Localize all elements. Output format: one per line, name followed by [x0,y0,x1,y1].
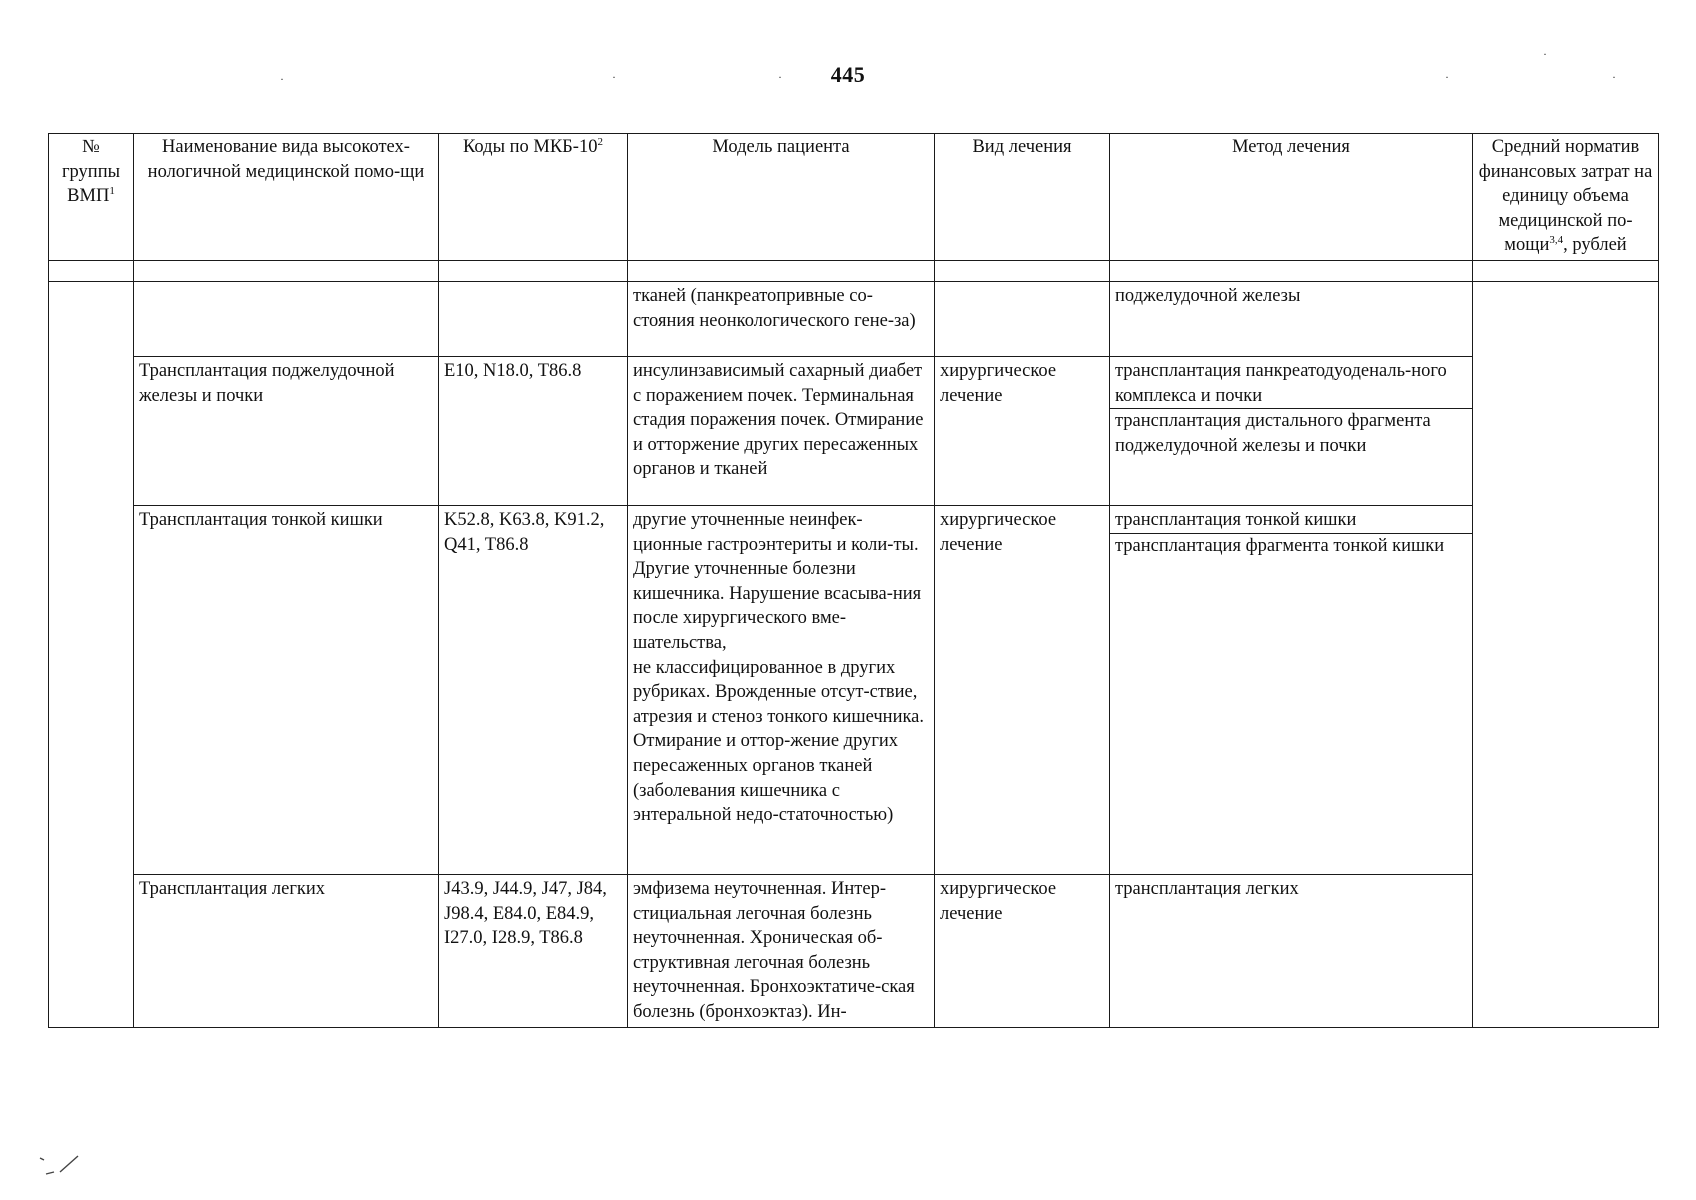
name-cell: Трансплантация легких [134,874,439,1027]
header-treatment-type: Вид лечения [935,134,1110,261]
model-text: другие уточненные неинфек-ционные гастроэнтериты и коли-ты. Другие уточненные болезни кишечника. Нарушение всасыва-ния после хирургического вме-шательства, [633,509,922,653]
method-item: трансплантация дистального фрагмента поджелудочной железы и почки [1110,408,1472,458]
header-method: Метод лечения [1110,134,1473,261]
model-text: не классифицированное в других рубриках. Врожденные отсут-ствие, атрезия и стеноз тонкого кишечника. Отмирание и оттор-жение других пересаженных органов тканей (заболевания кишечника с энтеральной недо-статочностью) [633,657,925,826]
header-spacer-row [49,260,1659,281]
table-row [49,356,1659,505]
pen-mark-icon [38,1150,88,1180]
page-number: 445 [830,62,866,87]
header-model: Модель пациента [628,134,935,261]
scan-dot: · [612,70,616,84]
treatment-type-cell [935,281,1110,356]
name-cell: Трансплантация поджелудочной железы и почки [134,356,439,505]
table-row [49,281,1659,356]
model-cell [628,505,935,874]
scan-dot: · [778,70,782,84]
table-row [49,874,1659,1027]
model-cell: инсулинзависимый сахарный диабет с поражением почек. Терминальная стадия поражения почек. Отмирание и отторжение других пересаженных органов и тканей [628,356,935,505]
header-group: № группы ВМП$^1$ [49,134,134,261]
method-item: трансплантация панкреатодуоденаль-ного комплекса и почки [1115,360,1447,406]
codes-cell: K52.8, K63.8, K91.2, Q41, T86.8 [439,505,628,874]
scan-dot: · [1543,47,1547,61]
method-item: трансплантация тонкой кишки [1115,509,1357,530]
treatment-type-cell: хирургическое лечение [935,356,1110,505]
codes-cell: E10, N18.0, T86.8 [439,356,628,505]
method-cell [1110,874,1473,1027]
scan-dot: · [1612,70,1616,84]
vmp-table [48,133,1659,1028]
name-cell: Трансплантация тонкой кишки [134,505,439,874]
method-cell [1110,505,1473,874]
model-cell: тканей (панкреатопривные со-стояния неонкологического гене-за) [628,281,935,356]
scan-dot: · [1445,70,1449,84]
codes-cell: J43.9, J44.9, J47, J84, J98.4, E84.0, E84.9, I27.0, I28.9, T86.8 [439,874,628,1027]
treatment-type-cell: хирургическое лечение [935,505,1110,874]
header-row [49,134,1659,261]
treatment-type-cell: хирургическое лечение [935,874,1110,1027]
model-cell: эмфизема неуточненная. Интер-стициальная легочная болезнь неуточненная. Хроническая об-структивная легочная болезнь неуточненная. Бронхоэктатиче-ская болезнь (бронхоэктаз). Ин- [628,874,935,1027]
header-name: Наименование вида высокотех-нологичной медицинской помо-щи [134,134,439,261]
method-item: трансплантация легких [1115,878,1299,899]
method-cell [1110,356,1473,505]
header-codes: Коды по МКБ-$10^2$ [439,134,628,261]
codes-cell [439,281,628,356]
method-item: трансплантация фрагмента тонкой кишки [1110,533,1472,559]
table-row [49,505,1659,874]
name-cell [134,281,439,356]
group-cell [49,281,134,1027]
method-item: поджелудочной железы [1115,285,1301,306]
scan-dot: · [280,72,284,86]
header-cost: Средний норматив финансовых затрат на единицу объема медицинской по-мощи$^{3,4}$, рублей [1473,134,1659,261]
method-cell [1110,281,1473,356]
cost-cell [1473,281,1659,1027]
